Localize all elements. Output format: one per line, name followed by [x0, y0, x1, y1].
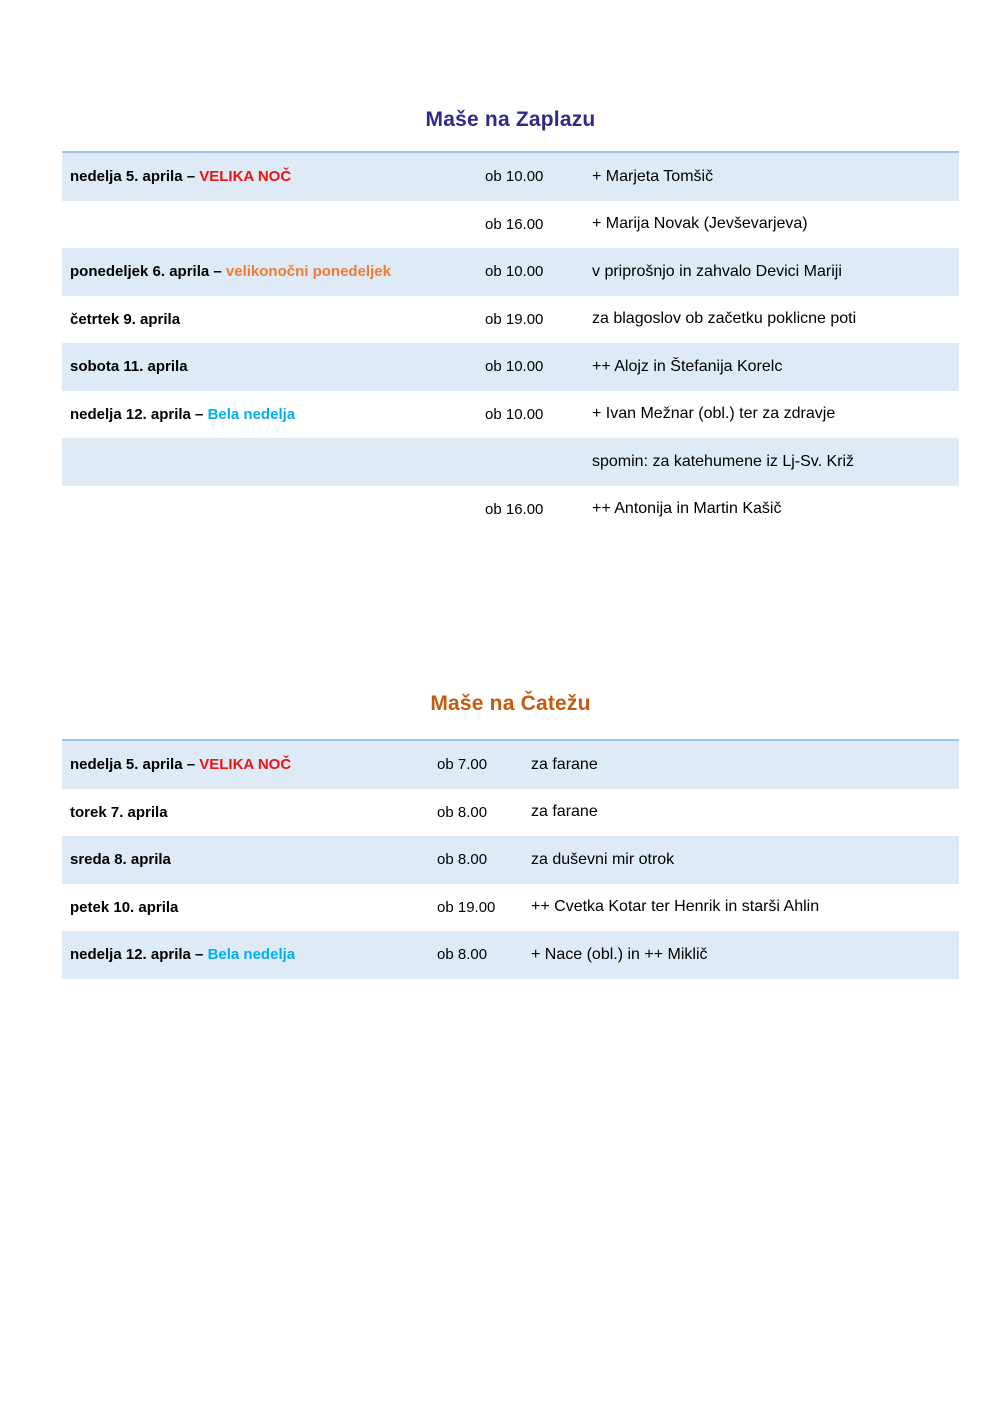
intention-cell: za farane — [531, 803, 598, 821]
mass-table-row — [62, 391, 959, 439]
date-text: nedelja 5. aprila – — [70, 168, 200, 186]
catez-section-title: Maše na Čatežu — [430, 692, 591, 715]
mass-table-row — [62, 884, 959, 932]
mass-table-row — [62, 789, 959, 837]
date-highlight-text: Bela nedelja — [207, 946, 296, 964]
zaplaz-section-title: Maše na Zaplazu — [425, 108, 596, 131]
date-cell — [62, 851, 437, 868]
date-cell — [62, 899, 437, 916]
catez-mass-table — [62, 739, 959, 979]
intention-cell: za duševni mir otrok — [531, 850, 675, 868]
intention-cell: + Marija Novak (Jevševarjeva) — [592, 215, 808, 233]
date-text: ponedeljek 6. aprila – — [70, 263, 226, 281]
date-text: sobota 11. aprila — [70, 358, 188, 376]
zaplaz-mass-table — [62, 151, 959, 533]
time-cell: ob 7.00 — [437, 756, 488, 774]
intention-cell: + Nace (obl.) in ++ Miklič — [531, 945, 708, 963]
intention-cell: spomin: za katehumene iz Lj-Sv. Križ — [592, 452, 855, 470]
time-cell: ob 8.00 — [437, 803, 488, 821]
date-cell — [62, 804, 437, 821]
intention-cell: ++ Alojz in Štefanija Korelc — [592, 357, 783, 375]
date-highlight-text: Bela nedelja — [207, 405, 296, 423]
date-highlight-text: velikonočni ponedeljek — [225, 263, 391, 281]
mass-table-row — [62, 248, 959, 296]
intention-cell: za blagoslov ob začetku poklicne poti — [592, 310, 857, 328]
mass-table-row — [62, 296, 959, 344]
mass-table-row — [62, 931, 959, 979]
mass-table-row — [62, 343, 959, 391]
date-cell — [62, 946, 437, 963]
intention-cell: v priprošnjo in zahvalo Devici Mariji — [592, 262, 842, 280]
time-cell: ob 8.00 — [437, 946, 488, 964]
time-cell: ob 19.00 — [485, 310, 544, 328]
time-cell: ob 10.00 — [485, 358, 544, 376]
time-cell: ob 10.00 — [485, 405, 544, 423]
time-cell: ob 10.00 — [485, 168, 544, 186]
intention-cell: + Marjeta Tomšič — [592, 167, 714, 185]
mass-table-row — [62, 741, 959, 789]
date-highlight-text: VELIKA NOČ — [199, 756, 292, 774]
date-cell — [62, 406, 485, 423]
time-cell: ob 19.00 — [437, 898, 496, 916]
mass-table-row — [62, 486, 959, 534]
intention-cell: ++ Cvetka Kotar ter Henrik in starši Ahlin — [531, 898, 820, 916]
time-cell: ob 8.00 — [437, 851, 488, 869]
date-cell — [62, 311, 485, 328]
mass-table-row — [62, 201, 959, 249]
date-text: petek 10. aprila — [70, 898, 179, 916]
date-highlight-text: VELIKA NOČ — [199, 168, 292, 186]
date-text: sreda 8. aprila — [70, 851, 171, 869]
mass-table-row — [62, 438, 959, 486]
time-cell: ob 16.00 — [485, 215, 544, 233]
mass-table-row — [62, 153, 959, 201]
intention-cell: + Ivan Mežnar (obl.) ter za zdravje — [592, 405, 836, 423]
date-text: nedelja 12. aprila – — [70, 405, 208, 423]
time-cell: ob 16.00 — [485, 500, 544, 518]
date-cell — [62, 358, 485, 375]
date-text: nedelja 5. aprila – — [70, 756, 200, 774]
date-cell — [62, 168, 485, 185]
date-text: četrtek 9. aprila — [70, 310, 181, 328]
date-text: nedelja 12. aprila – — [70, 946, 208, 964]
date-text: torek 7. aprila — [70, 803, 168, 821]
time-cell: ob 10.00 — [485, 263, 544, 281]
intention-cell: za farane — [531, 755, 598, 773]
mass-table-row — [62, 836, 959, 884]
date-cell — [62, 756, 437, 773]
date-cell — [62, 263, 485, 280]
intention-cell: ++ Antonija in Martin Kašič — [592, 500, 782, 518]
